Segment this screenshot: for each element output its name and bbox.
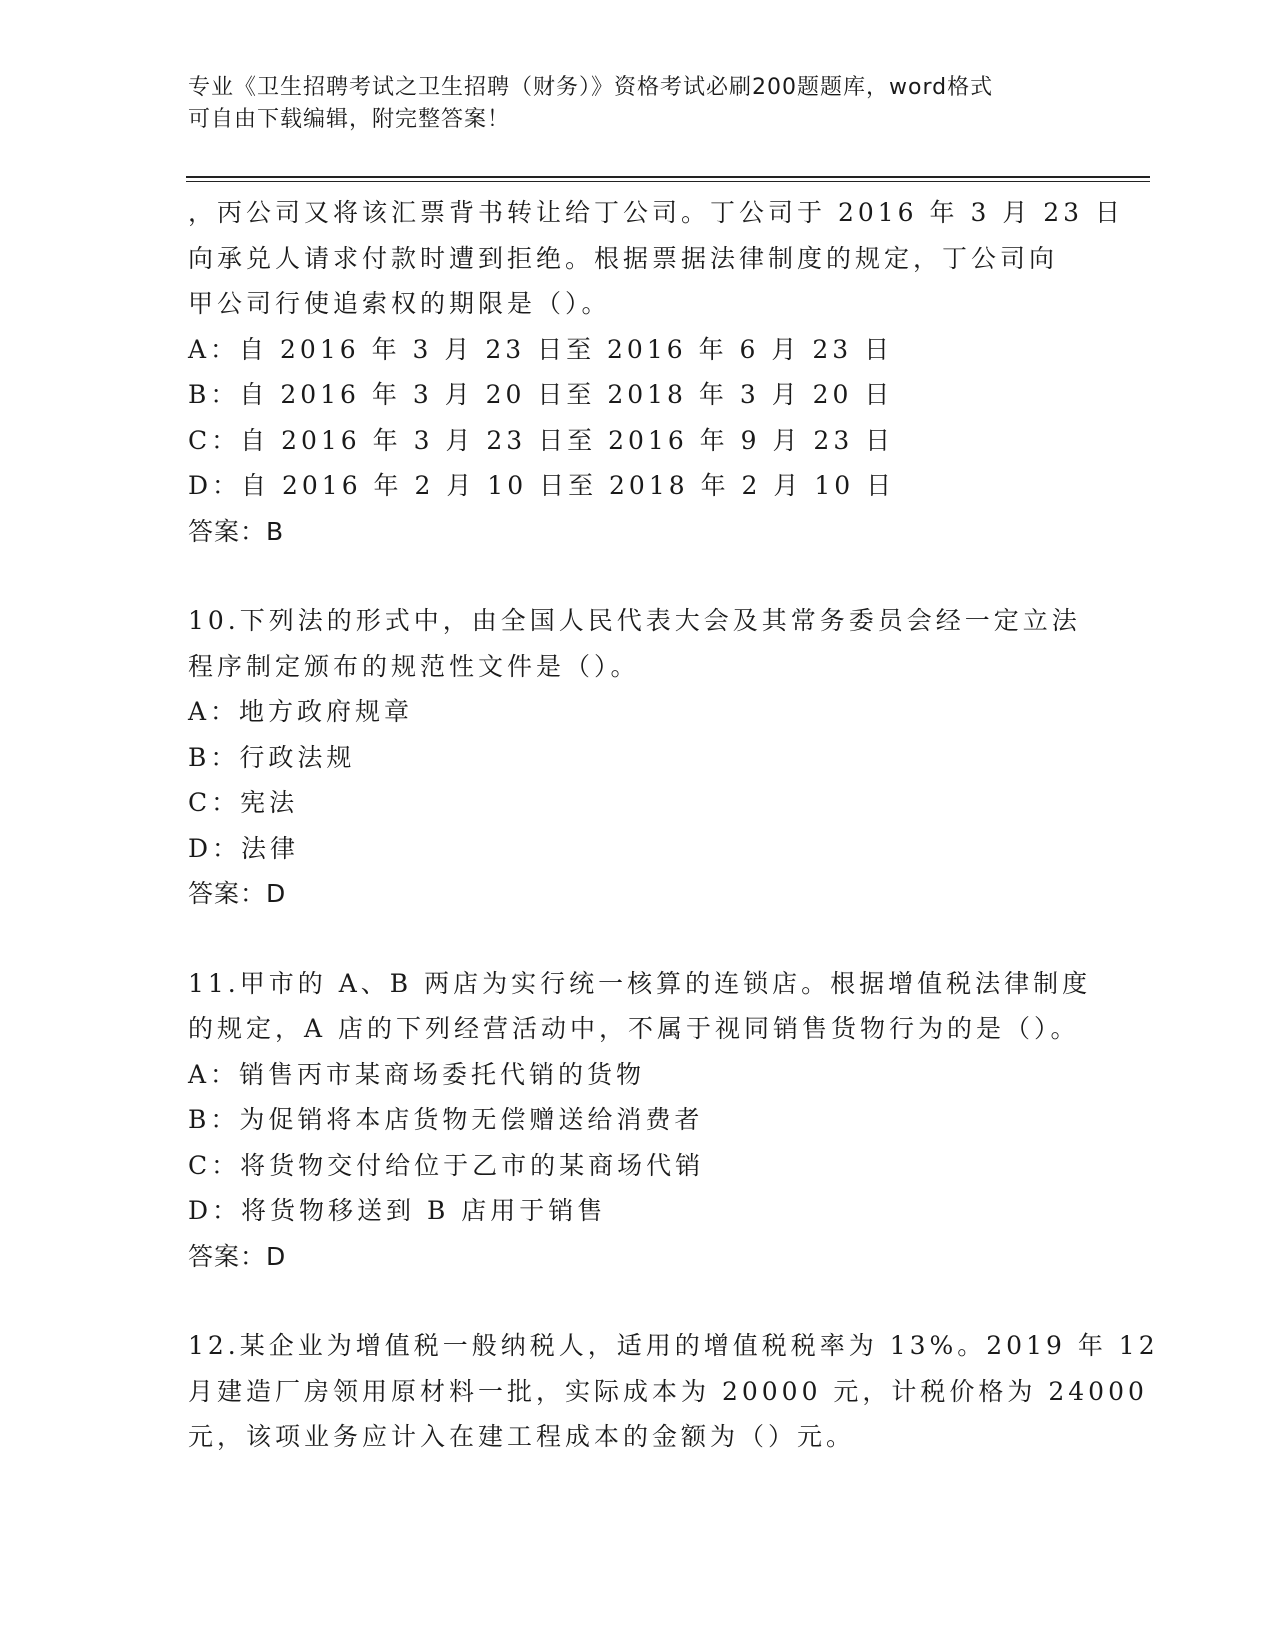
question-text: 12.某企业为增值税一般纳税人，适用的增值税税率为 13%。2019 年 12 — [188, 1331, 1159, 1360]
option-a: A：自 2016 年 3 月 23 日至 2016 年 6 月 23 日 — [188, 334, 894, 364]
question-text: 11.甲市的 A、B 两店为实行统一核算的连锁店。根据增值税法律制度 — [188, 968, 1092, 998]
spacer — [188, 554, 1088, 598]
question-text: 10.下列法的形式中，由全国人民代表大会及其常务委员会经一定立法 — [188, 606, 1081, 635]
option-a: A：销售丙市某商场委托代销的货物 — [188, 1059, 646, 1089]
document-body — [188, 190, 1159, 1460]
option-c: C：将货物交付给位于乙市的某商场代销 — [188, 1150, 705, 1180]
question-text: 程序制定颁布的规范性文件是（）。 — [188, 651, 640, 681]
option-c: C：自 2016 年 3 月 23 日至 2016 年 9 月 23 日 — [188, 425, 895, 455]
answer: 答案：B — [188, 516, 285, 546]
question-text: ，丙公司又将该汇票背书转让给丁公司。丁公司于 2016 年 3 月 23 日 — [188, 198, 1125, 227]
question-text: 月建造厂房领用原材料一批，实际成本为 20000 元，计税价格为 24000 — [188, 1376, 1148, 1406]
option-b: B：为促销将本店货物无偿赠送给消费者 — [188, 1105, 704, 1134]
question-10 — [188, 598, 1088, 917]
question-11 — [188, 961, 1092, 1280]
header-divider — [186, 176, 1150, 182]
question-text: 元，该项业务应计入在建工程成本的金额为（）元。 — [188, 1422, 856, 1451]
answer: 答案：D — [188, 879, 287, 908]
question-text: 的规定，A 店的下列经营活动中，不属于视同销售货物行为的是（）。 — [188, 1014, 1080, 1043]
answer: 答案：D — [188, 1241, 287, 1271]
question-text: 甲公司行使追索权的期限是（）。 — [188, 289, 611, 318]
option-a: A：地方政府规章 — [188, 697, 414, 726]
option-c: C：宪法 — [188, 788, 299, 817]
question-text: 向承兑人请求付款时遭到拒绝。根据票据法律制度的规定，丁公司向 — [188, 243, 1059, 273]
option-b: B：自 2016 年 3 月 20 日至 2018 年 3 月 20 日 — [188, 380, 894, 409]
option-b: B：行政法规 — [188, 742, 356, 772]
header-line: 可自由下载编辑，附完整答案！ — [188, 107, 511, 132]
spacer — [188, 1279, 1088, 1323]
spacer — [188, 917, 1088, 961]
option-d: D：法律 — [188, 833, 300, 863]
option-d: D：自 2016 年 2 月 10 日至 2018 年 2 月 10 日 — [188, 471, 896, 500]
option-d: D：将货物移送到 B 店用于销售 — [188, 1196, 607, 1225]
question-12 — [188, 1323, 1159, 1460]
document-header — [188, 72, 1068, 136]
header-line: 专业《卫生招聘考试之卫生招聘（财务）》资格考试必刷200题题库，word格式 — [188, 75, 994, 100]
question-9 — [188, 190, 1125, 554]
